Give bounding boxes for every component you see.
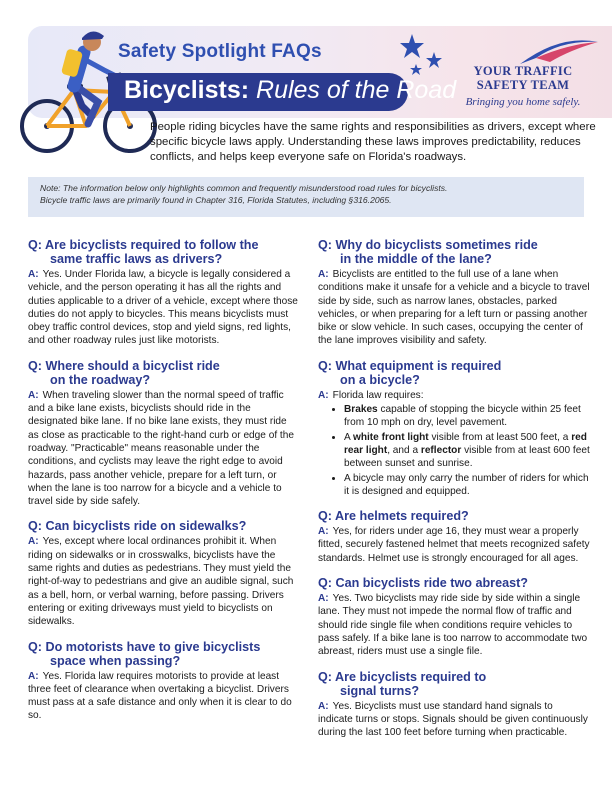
brakes-text: capable of stopping the bicycle within 25 feet from 10 mph on dry, level pavement. [344, 404, 581, 429]
question-line-1: Are helmets required? [335, 509, 469, 524]
reflector-label: reflector [420, 444, 462, 456]
faq-question [318, 576, 590, 590]
a-prefix: A: [28, 536, 39, 548]
faq-item [318, 359, 590, 498]
q-prefix: Q: [318, 358, 332, 373]
answer-text: Florida law requires: [332, 389, 424, 401]
title-bold: Bicyclists: [124, 76, 250, 104]
faq-answer [28, 268, 300, 348]
team-name-line2: SAFETY TEAM [476, 78, 570, 92]
series-title: Safety Spotlight FAQs [118, 41, 322, 62]
faq-question [318, 509, 590, 523]
faq-item [28, 519, 300, 628]
note-box [28, 177, 584, 217]
question-line-1: Why do bicyclists sometimes ride [335, 238, 538, 252]
q-prefix: Q: [28, 519, 42, 534]
q-prefix: Q: [318, 576, 332, 591]
question-line-2: signal turns? [340, 683, 420, 698]
a-prefix: A: [318, 593, 329, 605]
q-prefix: Q: [28, 238, 42, 252]
a-prefix: A: [318, 526, 329, 538]
answer-text: Yes, except where local ordinances prohibit it. When riding on sidewalks or in crosswalks, bicyclists have the same rights and duties as pedestrians. They must yield the right-of-way to pedestrians and give an audible signal, such as a bell, horn, or verbal warning, before passing. Drivers entering or exiting driveways must yield to bicyclists on sidewalks. [28, 536, 294, 628]
faq-answer [318, 525, 590, 565]
q-prefix: Q: [28, 639, 42, 654]
lights-text-rest: visible from at least 600 feet between sunset and sunrise. [344, 444, 590, 470]
list-item: • A bicycle may only carry the number of riders for which it is designed and equipped. [344, 472, 590, 499]
answer-text: Yes. Under Florida law, a bicycle is legally considered a vehicle, and the person operating it has all the rights and duties applicable to a driver of a vehicle, except where those duties do not apply to bicycles. This means bicyclists must obey traffic control devices, stop and yield signs, red lights, and other roadway rules just like motorists. [28, 269, 298, 347]
stars-icon [398, 32, 458, 82]
question-line-1: Do motorists have to give bicyclists [45, 639, 261, 654]
answer-text: Yes, for riders under age 16, they must wear a properly fitted, securely fastened helmet that meets recognized safety standards. Helmet use is strongly encouraged for all ages. [318, 526, 590, 564]
question-line-1: Can bicyclists ride two abreast? [335, 576, 528, 591]
faq-item [318, 509, 590, 565]
note-line-2: Bicycle traffic laws are primarily found in Chapter 316, Florida Statutes, including §316.2065. [40, 194, 392, 205]
list-item [344, 403, 590, 430]
question-line-2: space when passing? [50, 653, 181, 668]
q-prefix: Q: [318, 238, 332, 252]
rear-light-label: red rear light [344, 431, 587, 456]
question-line-1: Are bicyclists required to follow the [45, 238, 259, 252]
faq-item [28, 359, 300, 509]
title-italic: Rules of the Road [256, 76, 457, 104]
list-item [344, 431, 590, 471]
q-prefix: Q: [318, 669, 332, 684]
question-line-1: Are bicyclists required to [335, 669, 487, 684]
question-line-1: What equipment is required [335, 358, 502, 373]
faq-question [318, 359, 590, 387]
faq-item [318, 238, 590, 348]
a-prefix: A: [318, 389, 329, 401]
faq-answer [318, 700, 590, 740]
answer-text: Yes. Bicyclists must use standard hand signals to indicate turns or stops. Signals should be given continuously during the last 100 feet before turning when practicable. [318, 700, 588, 739]
front-light-label: white front light [352, 431, 429, 443]
faq-question [28, 238, 300, 266]
q-prefix: Q: [28, 358, 42, 373]
a-prefix: A: [318, 269, 329, 280]
answer-text: When traveling slower than the normal speed of traffic and a bike lane exists, bicyclists should ride in the designated bike lane. If no bike lane exists, they must ride as close as practicable to the right-hand curb or edge of the roadway. "Practicable" means reasonable under the conditions, and cyclists may leave the right edge to avoid hazards, pass another vehicle, prepare for a left turn, or when the lane is too narrow for a bicycle and a vehicle to travel side by side safely. [28, 389, 294, 508]
equipment-list [318, 403, 590, 498]
answer-text: Yes. Two bicyclists may ride side by side within a single lane. They must not impede the normal flow of traffic and should ride single file when conditions require vehicles to pass safely. If a bike lane is too narrow to accommodate two abreast, riders must use a single file. [318, 593, 588, 658]
faq-question [28, 519, 300, 533]
faq-answer [28, 389, 300, 509]
faq-answer [28, 670, 300, 723]
answer-text: Bicyclists are entitled to the full use of a lane when conditions make it unsafe for a vehicle and a bicycle to travel side by side, such as narrow lanes, obstacles, parked vehicles, or when preparing for a left turn or passing another bike or slow vehicle. In such cases, occupying the center of the lane improves visibility and safety. [318, 269, 590, 347]
note-line-1: Note: The information below only highlights common and frequently misunderstood road rules for bicyclists. [40, 183, 448, 193]
faq-question [318, 670, 590, 698]
question-line-2: in the middle of the lane? [340, 252, 492, 266]
q-prefix: Q: [318, 509, 332, 524]
tagline: Bringing you home safely. [465, 96, 581, 108]
question-line-2: on a bicycle? [340, 372, 420, 387]
lights-text-pre: A [344, 431, 353, 443]
lights-text-mid2: , and a [387, 444, 421, 456]
faq-answer [318, 389, 590, 402]
faq-question [28, 359, 300, 387]
faq-question [318, 238, 590, 266]
lights-text-mid1: visible from at least 500 feet, a [428, 431, 572, 443]
a-prefix: A: [28, 389, 39, 401]
answer-text: Yes. Florida law requires motorists to provide at least three feet of clearance when overtaking a bicyclist. Drivers must pass at a safe distance and only when it is clear to do so. [28, 670, 292, 722]
right-column [318, 238, 590, 750]
faq-item [28, 640, 300, 723]
question-line-1: Where should a bicyclist ride [45, 358, 220, 373]
question-line-2: on the roadway? [50, 372, 151, 387]
faq-question [28, 640, 300, 668]
a-prefix: A: [28, 670, 39, 682]
brakes-label: Brakes [344, 404, 378, 416]
question-line-1: Can bicyclists ride on sidewalks? [45, 519, 247, 534]
left-column [28, 238, 300, 734]
faq-item [318, 670, 590, 740]
team-name-line1: YOUR TRAFFIC [473, 64, 573, 78]
faq-answer [318, 268, 590, 348]
a-prefix: A: [318, 700, 329, 712]
question-line-2: same traffic laws as drivers? [50, 252, 223, 266]
a-prefix: A: [28, 269, 39, 280]
faq-item [28, 238, 300, 348]
faq-answer [318, 592, 590, 658]
faq-item [318, 576, 590, 658]
faq-answer [28, 535, 300, 628]
intro-paragraph: People riding bicycles have the same rights and responsibilities as drivers, except where specific bicycle laws apply. Understanding these laws improves predictability, reduces conflicts, and helps keep everyone safe on Florida's roadways. [150, 121, 596, 163]
